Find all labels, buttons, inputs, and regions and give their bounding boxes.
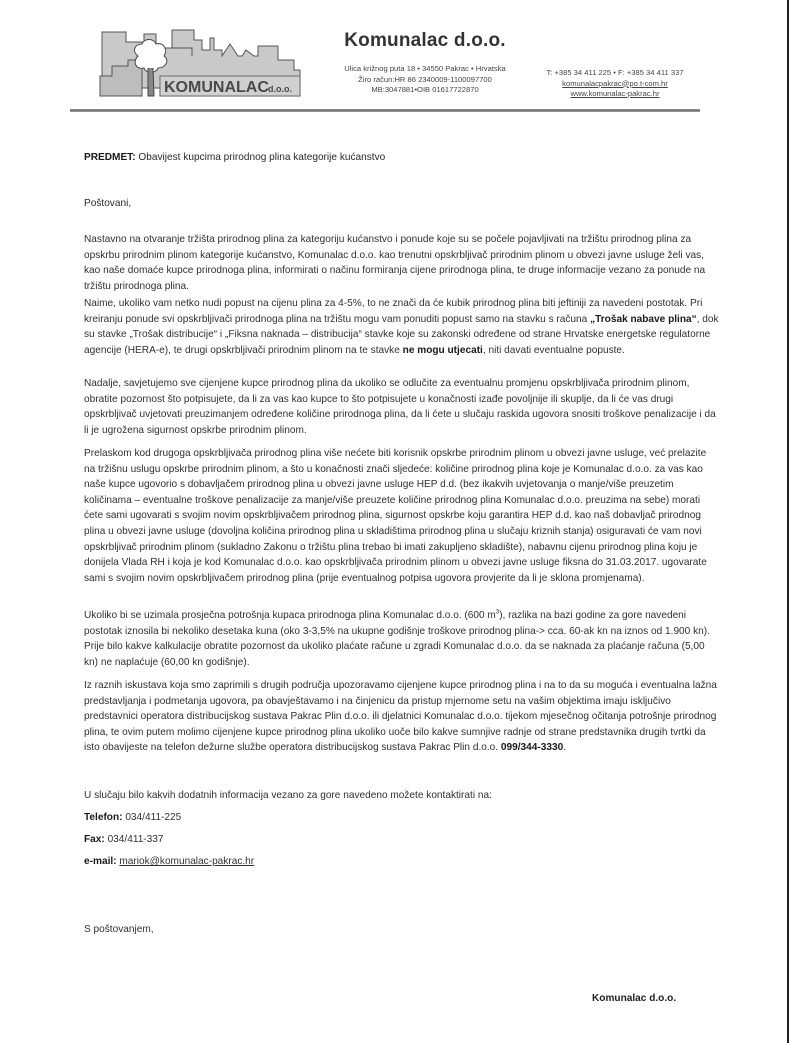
contact-email-link[interactable]: mariok@komunalac-pakrac.hr: [119, 856, 255, 867]
city-skyline-tree-logo-icon: [98, 26, 304, 100]
closing: S poštovanjem,: [84, 924, 154, 935]
bold-cannot-affect: ne mogu utjecati: [402, 344, 483, 356]
contact-email: e-mail: mariok@komunalac-pakrac.hr: [84, 856, 255, 867]
emergency-phone: 099/344-3330: [500, 742, 564, 754]
phone-fax-line: T: +385 34 411 225 • F: +385 34 411 337: [546, 68, 684, 77]
letterhead-divider: [70, 109, 700, 112]
company-email-link[interactable]: komunalacpakrac@po.t-com.hr: [562, 78, 668, 88]
company-name-heading: Komunalac d.o.o.: [344, 30, 506, 51]
paragraph-intro: Nastavno na otvaranje tržišta prirodnog plina za kategoriju kućanstvo i ponude koje su se počele pojavljivati na tržištu prirodnog plina za opskrbu prirodnim plinom kategorije kućanstvo, Komunalac d.o.o. kao trenutni opskrbljivač prirodnim plinom u obvezi javne usluge želi vas, kao naše domaće kupce prirodnoga plina, informirati o načinu formiranja cijene prirodnoga plina, te druge informacije vezano za ponude na tržištu prirodnoga plina.: [84, 234, 706, 292]
company-website-link[interactable]: www.komunalac-pakrac.hr: [570, 89, 660, 98]
paragraph-switching: Prelaskom kod drugoga opskrbljivača prirodnog plina više nećete biti korisnik opskrbe prirodnim plinom u obvezi javne usluge, već prelazite na tržišnu uslugu opskrbe prirodnim plinom, a što u konačnosti znači sljedeće: količine prirodnog plina koje je Komunalac d.o.o. za vas kao naše kupce ugovorio s dobavljačem prirodnog plina u obvezi javne usluge HEP d.d. (bez ikakvih uvjetovanja o manje/više preuzetim količinama – eventualne troškove penalizacije za manje/više preuzete količine prirodnog plina Komunalac d.o.o. preuzima na sebe) morati ćete sami ugovarati s svojim novim opskrbljivačem prirodnog plina, sigurnost opskrbe koju garantira HEP d.d. kao naš dobavljač prirodnog plina u obvezi javne usluge (dovoljna količina prirodnog plina u skladištima prirodnog plina u slučaju kriznih stanja) osiguravati će vam novi opskrbljivač prirodnim plinom (sukladno Zakonu o tržištu plina trebao bi imati zakupljeno skladište), nabavnu cijenu prirodnog plina koju je donijela Vlada RH i koja je kod Komunalac d.o.o. kao opskrbljivača prirodnim plinom u obvezi javne usluge fiksna do 31.03.2017. ugovarate sami s svojim novim opskrbljivačem prirodnog plina (prije eventualnog potpisa ugovora provjerite da li je sklona promjenama).: [84, 448, 707, 584]
subject-label: PREDMET:: [84, 152, 136, 163]
company-contact-block: [520, 68, 710, 100]
paragraph-discount: Naime, ukoliko vam netko nudi popust na cijenu plina za 4-5%, to ne znači da će kubik prirodnog plina biti jeftiniji za navedeni postotak. Pri kreiranju ponude svi opskrbljivači prirodnoga plina na tržištu mogu vam ponuditi popust samo na stavku s računa „Trošak nabave plina“, dok su stavke „Trošak distribucije“ i „Fiksna naknada – distribucija“ stavke koje su zakonski određene od strane Hrvatske energetske regulatorne agencije (HERA-e), te drugi opskrbljivači prirodnim plinom na te stavke ne mogu utjecati, niti davati eventualne popuste.: [84, 298, 719, 356]
company-address-block: [300, 64, 550, 96]
subject-text: Obavijest kupcima prirodnog plina kategorije kućanstvo: [135, 152, 386, 163]
paragraph-advice: Nadalje, savjetujemo sve cijenjene kupce prirodnog plina da ukoliko se odlučite za eventualnu promjenu opskrbljivača prirodnim plinom, obratite pozornost što potpisujete, da li za vas kao kupce to što potpisujete u konačnosti izađe povoljnije ili skuplje, da li će vas drugi opskrbljivač uvjetovati preuzimanjem određene količine prirodnoga plina, da li ćete u slučaju raskida ugovora snositi troškove penalizacije i da li je ugrožena sigurnost opskrbe prirodnim plinom.: [84, 378, 716, 436]
registration-line: MB:3047881•OIB 01617722870: [371, 85, 479, 94]
signature: Komunalac d.o.o.: [592, 993, 677, 1004]
contact-fax: Fax: 034/411-337: [84, 834, 164, 845]
paragraph-warning: Iz raznih iskustava koja smo zaprimili s drugih područja upozoravamo cijenjene kupce prirodnog plina i na to da su moguća i eventualna lažna predstavljanja i podmetanja ugovora, pa obavještavamo i na činjenicu da pristup mjernome setu na vašim objektima imaju isključivo predstavnici operatora distribucijskog sustava Pakrac Plin d.o.o. ili djelatnici Komunalac d.o.o. tijekom mjesečnog očitanja potrošnje prirodnog plina, te ovim putem molimo cijenjene kupce prirodnog plina ukoliko uoče bilo kakve sumnjive radnje od strane predstavnika drugih tvrtki da isto obavijeste na telefon dežurne službe operatora distribucijskog sustava Pakrac Plin d.o.o. 099/344-3330.: [84, 680, 717, 754]
contact-intro: U slučaju bilo kakvih dodatnih informacija vezano za gore navedeno možete kontaktirati na:: [84, 790, 492, 801]
contact-phone: Telefon: 034/411-225: [84, 812, 182, 823]
logo-text: KOMUNALAC: [164, 79, 269, 96]
subject-line: [84, 152, 385, 163]
bold-cost-item: „Trošak nabave plina“: [590, 313, 697, 325]
bank-account-line: Žiro račun:HR 86 2340009-1100097700: [358, 74, 492, 84]
company-logo: [98, 26, 304, 100]
salutation: Poštovani,: [84, 198, 132, 209]
address-line: Ulica križnog puta 18 • 34550 Pakrac • Hrvatska: [344, 64, 506, 73]
svg-text:d.o.o.: d.o.o.: [268, 84, 292, 94]
paragraph-consumption: Ukoliko bi se uzimala prosječna potrošnja kupaca prirodnoga plina Komunalac d.o.o. (600 $m^3$), razlika na bazi godine za gore navedeni postotak iznosila bi nekoliko desetaka kuna (oko 3-3,5% na ukupne godišnje troškove prirodnog plina-> cca. 60-ak kn na iznos od 1.900 kn). Prije bilo kakve kalkulacije obratite pozornost da ukoliko plaćate račune u zgradi Komunalac d.o.o. da se naknada za plaćanje računa (5,00 kn) ne naplaćuje (60,00 kn godišnje).: [84, 609, 710, 668]
